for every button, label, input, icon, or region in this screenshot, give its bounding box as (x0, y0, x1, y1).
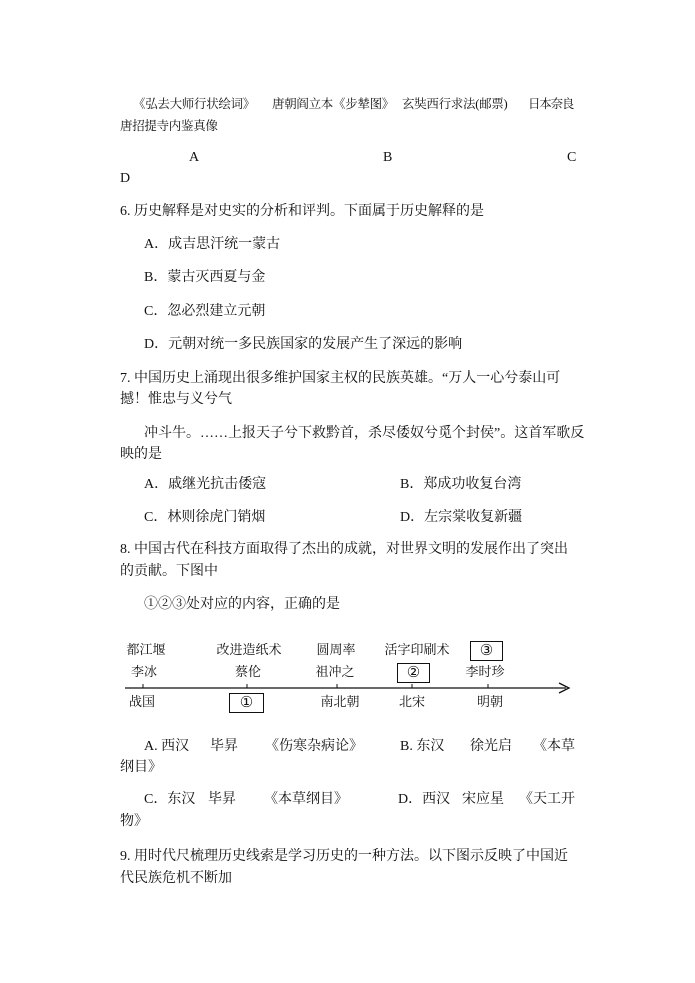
question-9-stem-line1: 9. 用时代尺梳理历史线索是学习历史的一种方法。以下图示反映了中国近 (120, 849, 568, 864)
question-6-stem: 6. 历史解释是对史实的分析和评判。下面属于历史解释的是 (120, 204, 484, 219)
question-8-option-b-book: 《本草 (533, 739, 575, 754)
question-8-option-c-person: 毕昇 (208, 792, 236, 807)
timeline-person-lishizhen: 李时珍 (465, 664, 505, 679)
timeline-achievement-printing: 活字印刷术 (384, 642, 450, 657)
question-8-stem-line1: 8. 中国古代在科技方面取得了杰出的成就，对世界文明的发展作出了突出 (120, 542, 568, 557)
timeline-era-nanbeichao: 南北朝 (320, 694, 360, 709)
question-9-stem-line2: 代民族危机不断加 (120, 871, 232, 886)
image-label-b: B (383, 150, 393, 165)
question-8-option-d-person: 宋应星 (462, 792, 504, 807)
timeline-era-zhanguo: 战国 (128, 694, 155, 709)
question-8-stem-line3: ①②③处对应的内容，正确的是 (144, 597, 340, 612)
question-7-option-c: C．林则徐虎门销烟 (144, 510, 266, 525)
question-6-option-d: D．元朝对统一多民族国家的发展产生了深远的影响 (144, 337, 463, 352)
question-8-option-b-dynasty: B. 东汉 (400, 739, 445, 754)
caption-xuanzang: 玄奘西行求法(邮票) (402, 97, 508, 111)
timeline-achievement-pi: 圆周率 (316, 642, 356, 657)
question-7-option-b: B．郑成功收复台湾 (400, 477, 522, 492)
timeline-person-zuchongzhi: 祖冲之 (315, 664, 355, 679)
question-7-stem-line1: 7. 中国历史上涌现出很多维护国家主权的民族英雄。“万人一心兮泰山可 (120, 371, 561, 386)
timeline-blank-box-3: ③ (470, 641, 503, 661)
caption-hongfa: 《弘去大师行状绘词》 (133, 97, 256, 111)
image-label-c: C (567, 150, 577, 165)
question-7-option-d: D．左宗棠收复新疆 (400, 510, 523, 525)
caption-jianzhen-part1: 日本奈良 (528, 97, 574, 111)
question-6-option-c: C．忽必烈建立元朝 (144, 304, 266, 319)
timeline-achievement-dujiangyan: 都江堰 (126, 642, 166, 657)
caption-jianzhen-part2: 唐招提寺内鉴真像 (120, 119, 218, 133)
question-7-option-a: A．戚继光抗击倭寇 (144, 477, 267, 492)
question-8-option-b-book-cont: 纲目》 (120, 760, 162, 775)
question-8-stem-line2: 的贡献。下图中 (120, 564, 218, 579)
timeline-era-beisong: 北宋 (398, 694, 425, 709)
question-8-option-a-dynasty: A. 西汉 (144, 739, 190, 754)
timeline-person-libing: 李冰 (130, 664, 157, 679)
question-7-stem-line3: 冲斗牛。……上报天子兮下救黔首，杀尽倭奴兮觅个封侯”。这首军歌反 (144, 426, 585, 441)
question-6-option-a: A．成吉思汗统一蒙古 (144, 237, 281, 252)
timeline-blank-box-1: ① (229, 693, 264, 713)
question-8-option-b-person: 徐光启 (470, 739, 512, 754)
question-8-option-a-person: 毕昇 (210, 739, 238, 754)
image-label-d: D (120, 171, 131, 186)
question-8-option-d-book-cont: 物》 (120, 814, 148, 829)
timeline-person-cailun: 蔡伦 (234, 664, 261, 679)
question-7-stem-line4: 映的是 (120, 447, 162, 462)
question-7-stem-line2: 撼！惟忠与义兮气 (120, 392, 232, 407)
caption-bunian: 唐朝阎立本《步辇图》 (272, 97, 395, 111)
timeline-blank-box-2: ② (397, 663, 430, 683)
question-8-option-c-book: 《本草纲目》 (264, 792, 348, 807)
timeline-achievement-paper: 改进造纸术 (216, 642, 282, 657)
image-label-a: A (189, 150, 200, 165)
question-8-option-a-book: 《伤寒杂病论》 (265, 739, 363, 754)
question-8-option-d-book: 《天工开 (519, 792, 575, 807)
question-8-option-c-dynasty: C．东汉 (144, 792, 196, 807)
question-6-option-b: B．蒙古灭西夏与金 (144, 270, 266, 285)
timeline-era-mingchao: 明朝 (476, 694, 503, 709)
question-8-option-d-dynasty: D．西汉 (398, 792, 451, 807)
